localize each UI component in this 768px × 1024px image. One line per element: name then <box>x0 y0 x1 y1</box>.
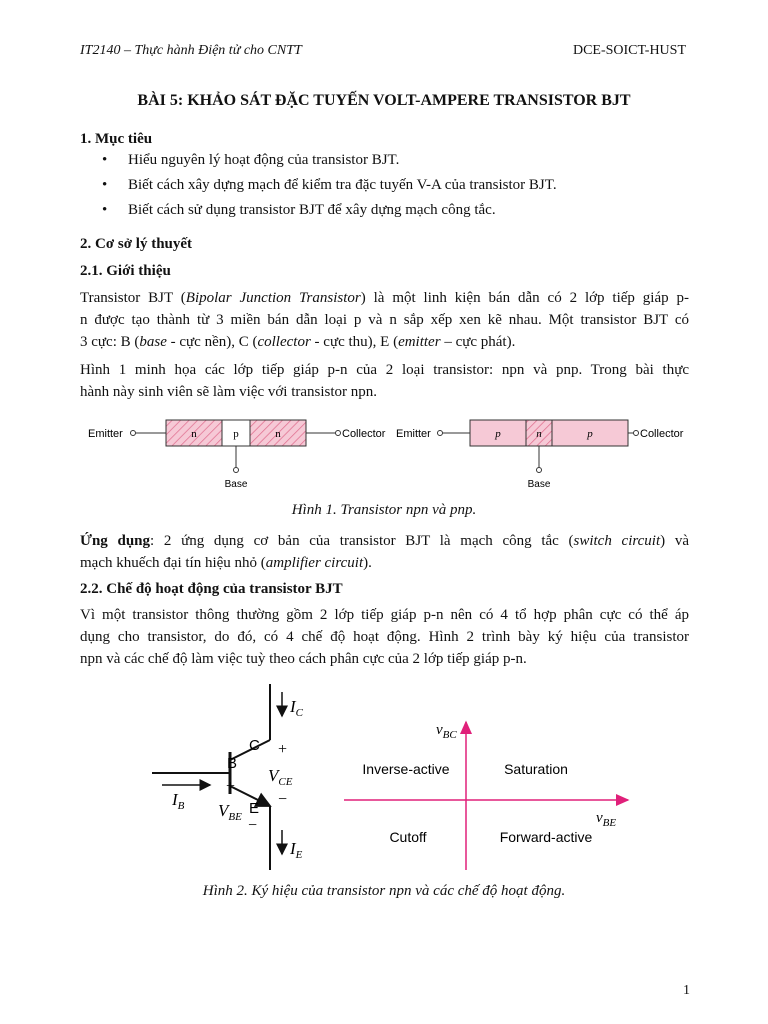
figure-1-caption: Hình 1. Transistor npn và pnp. <box>291 502 477 518</box>
npn-base-label: Base <box>224 479 248 490</box>
svg-text:+: + <box>226 778 236 795</box>
pnp-diagram <box>396 420 684 490</box>
page-title: BÀI 5: KHẢO SÁT ĐẶC TUYẾN VOLT-AMPERE TRANSISTOR BJT <box>137 92 631 109</box>
section-1-heading: 1. Mục tiêu <box>80 131 153 147</box>
ib-label: $I_B$ <box>172 790 185 812</box>
pnp-emitter-label: Emitter <box>396 428 431 440</box>
figure-2-caption: Hình 2. Ký hiệu của transistor npn và các chế độ hoạt động. <box>202 883 566 899</box>
npn-symbol <box>148 682 338 872</box>
list-item: • Biết cách xây dựng mạch để kiểm tra đặc tuyến V-A của transistor BJT. <box>102 175 557 200</box>
applications-paragraph: Ứng dụng: 2 ứng dụng cơ bản của transistor BJT là mạch công tắc (switch circuit) và mạch khuếch đại tín hiệu nhỏ (amplifier circuit). <box>80 533 689 571</box>
svg-text:n: n <box>536 428 542 440</box>
svg-text:p: p <box>233 428 239 440</box>
npn-diagram <box>88 420 386 490</box>
pnp-collector-label: Collector <box>640 428 684 440</box>
intro-paragraph: Transistor BJT (Bipolar Junction Transistor) là một linh kiện bán dẫn có 2 lớp tiếp giáp p- n được tạo thành từ 3 miền bán dẫn loại p và n sắp xếp xen kẽ nhau. Một transistor BJT có 3 cực: B (base - cực nền), C (collector - cực thu), E (emitter – cực phát). <box>80 290 690 350</box>
emitter-terminal-label: E <box>249 800 260 817</box>
section-2-heading: 2. Cơ sở lý thuyết <box>80 236 193 252</box>
header-course: IT2140 – Thực hành Điện tử cho CNTT <box>80 43 302 58</box>
header-org: DCE-SOICT-HUST <box>572 43 686 58</box>
list-item: • Hiểu nguyên lý hoạt động của transistor BJT. <box>102 150 557 175</box>
svg-text:n: n <box>191 428 197 440</box>
pnp-base-label: Base <box>527 479 551 490</box>
inverse-active-label: Inverse-active <box>362 761 450 777</box>
operating-modes-chart <box>340 712 632 872</box>
list-item: • Biết cách sử dụng transistor BJT để xây dựng mạch công tắc. <box>102 200 557 225</box>
saturation-label: Saturation <box>504 761 568 777</box>
base-terminal-label: B <box>227 755 238 772</box>
cutoff-label: Cutoff <box>389 829 427 845</box>
svg-text:p: p <box>495 428 501 440</box>
svg-text:IC: $I_C$ <box>290 697 304 719</box>
figure-1-npn-pnp <box>80 410 700 495</box>
section-2-2-heading: 2.2. Chế độ hoạt động của transistor BJT <box>80 581 343 597</box>
svg-text:n: n <box>275 428 281 440</box>
vce-label: $V_{CE}$ <box>268 766 293 788</box>
vbe-label: $V_{BE}$ <box>218 801 242 823</box>
svg-text:−: − <box>248 817 258 834</box>
section-2-1-heading: 2.1. Giới thiệu <box>80 263 171 279</box>
forward-active-label: Forward-active <box>499 829 593 845</box>
vbe-axis-label: $v_{BE}$ <box>596 810 617 829</box>
modes-paragraph: Vì một transistor thông thường gồm 2 lớp tiếp giáp p-n nên có 4 tổ hợp phân cực có thể áp dụng cho transistor, do đó, có 4 chế độ hoạt động. Hình 2 trình bày ký hiệu của transistor npn và các chế độ làm việc tuỳ theo cách phân cực của 2 lớp tiếp giáp p-n. <box>80 607 689 667</box>
svg-text:+: + <box>278 741 288 758</box>
svg-text:IE: $I_E$ <box>290 839 303 861</box>
objectives-list <box>102 150 557 225</box>
page-number: 1 <box>683 983 690 998</box>
npn-collector-label: Collector <box>342 428 386 440</box>
vbc-axis-label: $v_{BC}$ <box>436 722 457 741</box>
collector-terminal-label: C <box>249 737 260 754</box>
svg-text:−: − <box>278 791 288 808</box>
npn-emitter-label: Emitter <box>88 428 123 440</box>
figure-1-intro: Hình 1 minh họa các lớp tiếp giáp p-n của 2 loại transistor: npn và pnp. Trong bài thực hành này sinh viên sẽ làm việc với transistor npn. <box>80 362 689 400</box>
svg-text:p: p <box>587 428 593 440</box>
